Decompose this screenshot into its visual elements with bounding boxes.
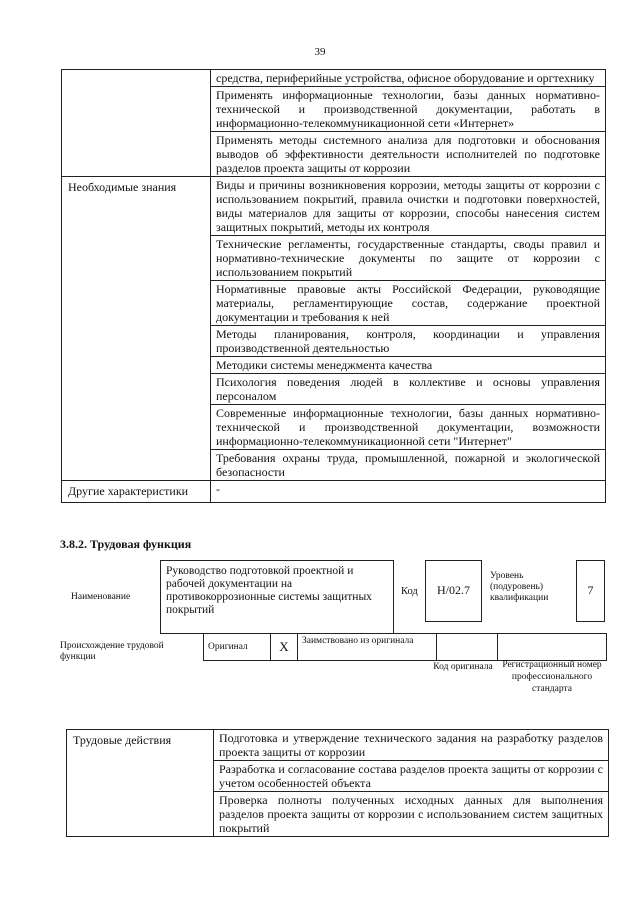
knowledge-item: Требования охраны труда, промышленной, пожарной и экологической безопасности <box>216 451 600 479</box>
section-title: 3.8.2. Трудовая функция <box>60 537 192 551</box>
borrowed-label-cell: Заимствовано из оригинала <box>298 634 437 661</box>
skill-item: средства, периферийные устройства, офисное оборудование и оргтехнику <box>211 70 605 87</box>
labor-action-item: Подготовка и утверждение технического задания на разработку разделов проекта защиты от коррозии <box>214 730 608 761</box>
knowledge-label: Необходимые знания <box>62 177 211 481</box>
labor-action-item: Разработка и согласование состава разделов проекта защиты от коррозии с учетом особенностей объекта <box>214 761 608 792</box>
level-value: 7 <box>587 583 594 597</box>
knowledge-item: Психология поведения людей в коллективе и основы управления персоналом <box>211 374 605 405</box>
other-characteristics-label: Другие характеристики <box>62 481 211 503</box>
function-name-value: Руководство подготовкой проектной и рабочей документации на противокоррозионные системы защитных покрытий <box>166 565 372 616</box>
skills-continuation-cell <box>211 70 606 177</box>
skills-knowledge-table <box>61 69 606 503</box>
knowledge-item: Современные информационные технологии, базы данных нормативно-технической и производственной документации, возможности информационно-телекоммуникационной сети "Интернет" <box>211 405 605 450</box>
labor-actions-label: Трудовые действия <box>67 730 214 837</box>
knowledge-item: Методы планирования, контроля, координации и управления производственной деятельностью <box>211 326 605 357</box>
other-characteristics-cell <box>211 481 606 503</box>
skill-item: Применять методы системного анализа для подготовки и обоснования выводов об эффективности деятельности исполнителей по подготовке разделов проекта защиты от коррозии <box>216 133 600 175</box>
origin-table <box>203 633 607 661</box>
knowledge-item: Методики системы менеджмента качества <box>211 357 605 374</box>
origin-label: Происхождение трудовой функции <box>60 641 164 662</box>
labor-actions-cell <box>214 730 609 837</box>
name-label: Наименование <box>71 592 131 602</box>
page-number: 39 <box>314 46 326 58</box>
knowledge-item: Технические регламенты, государственные стандарты, своды правил и нормативно-технические документы по защите от коррозии с использованием покрытий <box>211 236 605 281</box>
knowledge-cell <box>211 177 606 481</box>
code-label: Код <box>401 586 418 597</box>
function-name-box <box>160 560 394 634</box>
registration-caption: Регистрационный номер профессионального стандарта <box>502 660 602 694</box>
original-mark-cell: X <box>271 634 298 661</box>
labor-actions-table <box>66 729 609 837</box>
skill-item: Применять информационные технологии, базы данных нормативно-технической и производственной документации, работать в информационно-телекоммуникационной сети «Интернет» <box>211 87 605 132</box>
knowledge-item: Виды и причины возникновения коррозии, методы защиты от коррозии с использованием покрытий, правила очистки и подготовки поверхностей, виды материалов для защиты от коррозии, способы нанесения систем защитных покрытий, методы их контроля <box>211 177 605 236</box>
function-code-box <box>425 560 482 622</box>
level-box <box>576 560 605 622</box>
registration-number-cell <box>498 634 607 661</box>
other-characteristics-value: - <box>216 482 220 496</box>
code-caption: Код оригинала <box>433 662 493 672</box>
function-code-value: H/02.7 <box>437 583 470 597</box>
original-label-cell: Оригинал <box>204 634 271 661</box>
empty-label-cell <box>62 70 211 177</box>
original-code-cell <box>437 634 498 661</box>
knowledge-item: Нормативные правовые акты Российской Федерации, руководящие материалы, регламентирующие состав, содержание проектной документации и требования к ней <box>211 281 605 326</box>
labor-action-item: Проверка полноты полученных исходных данных для выполнения разделов проекта защиты от коррозии с использованием систем защитных покрытий <box>219 793 603 835</box>
level-label: Уровень (подуровень) квалификации <box>490 571 549 603</box>
